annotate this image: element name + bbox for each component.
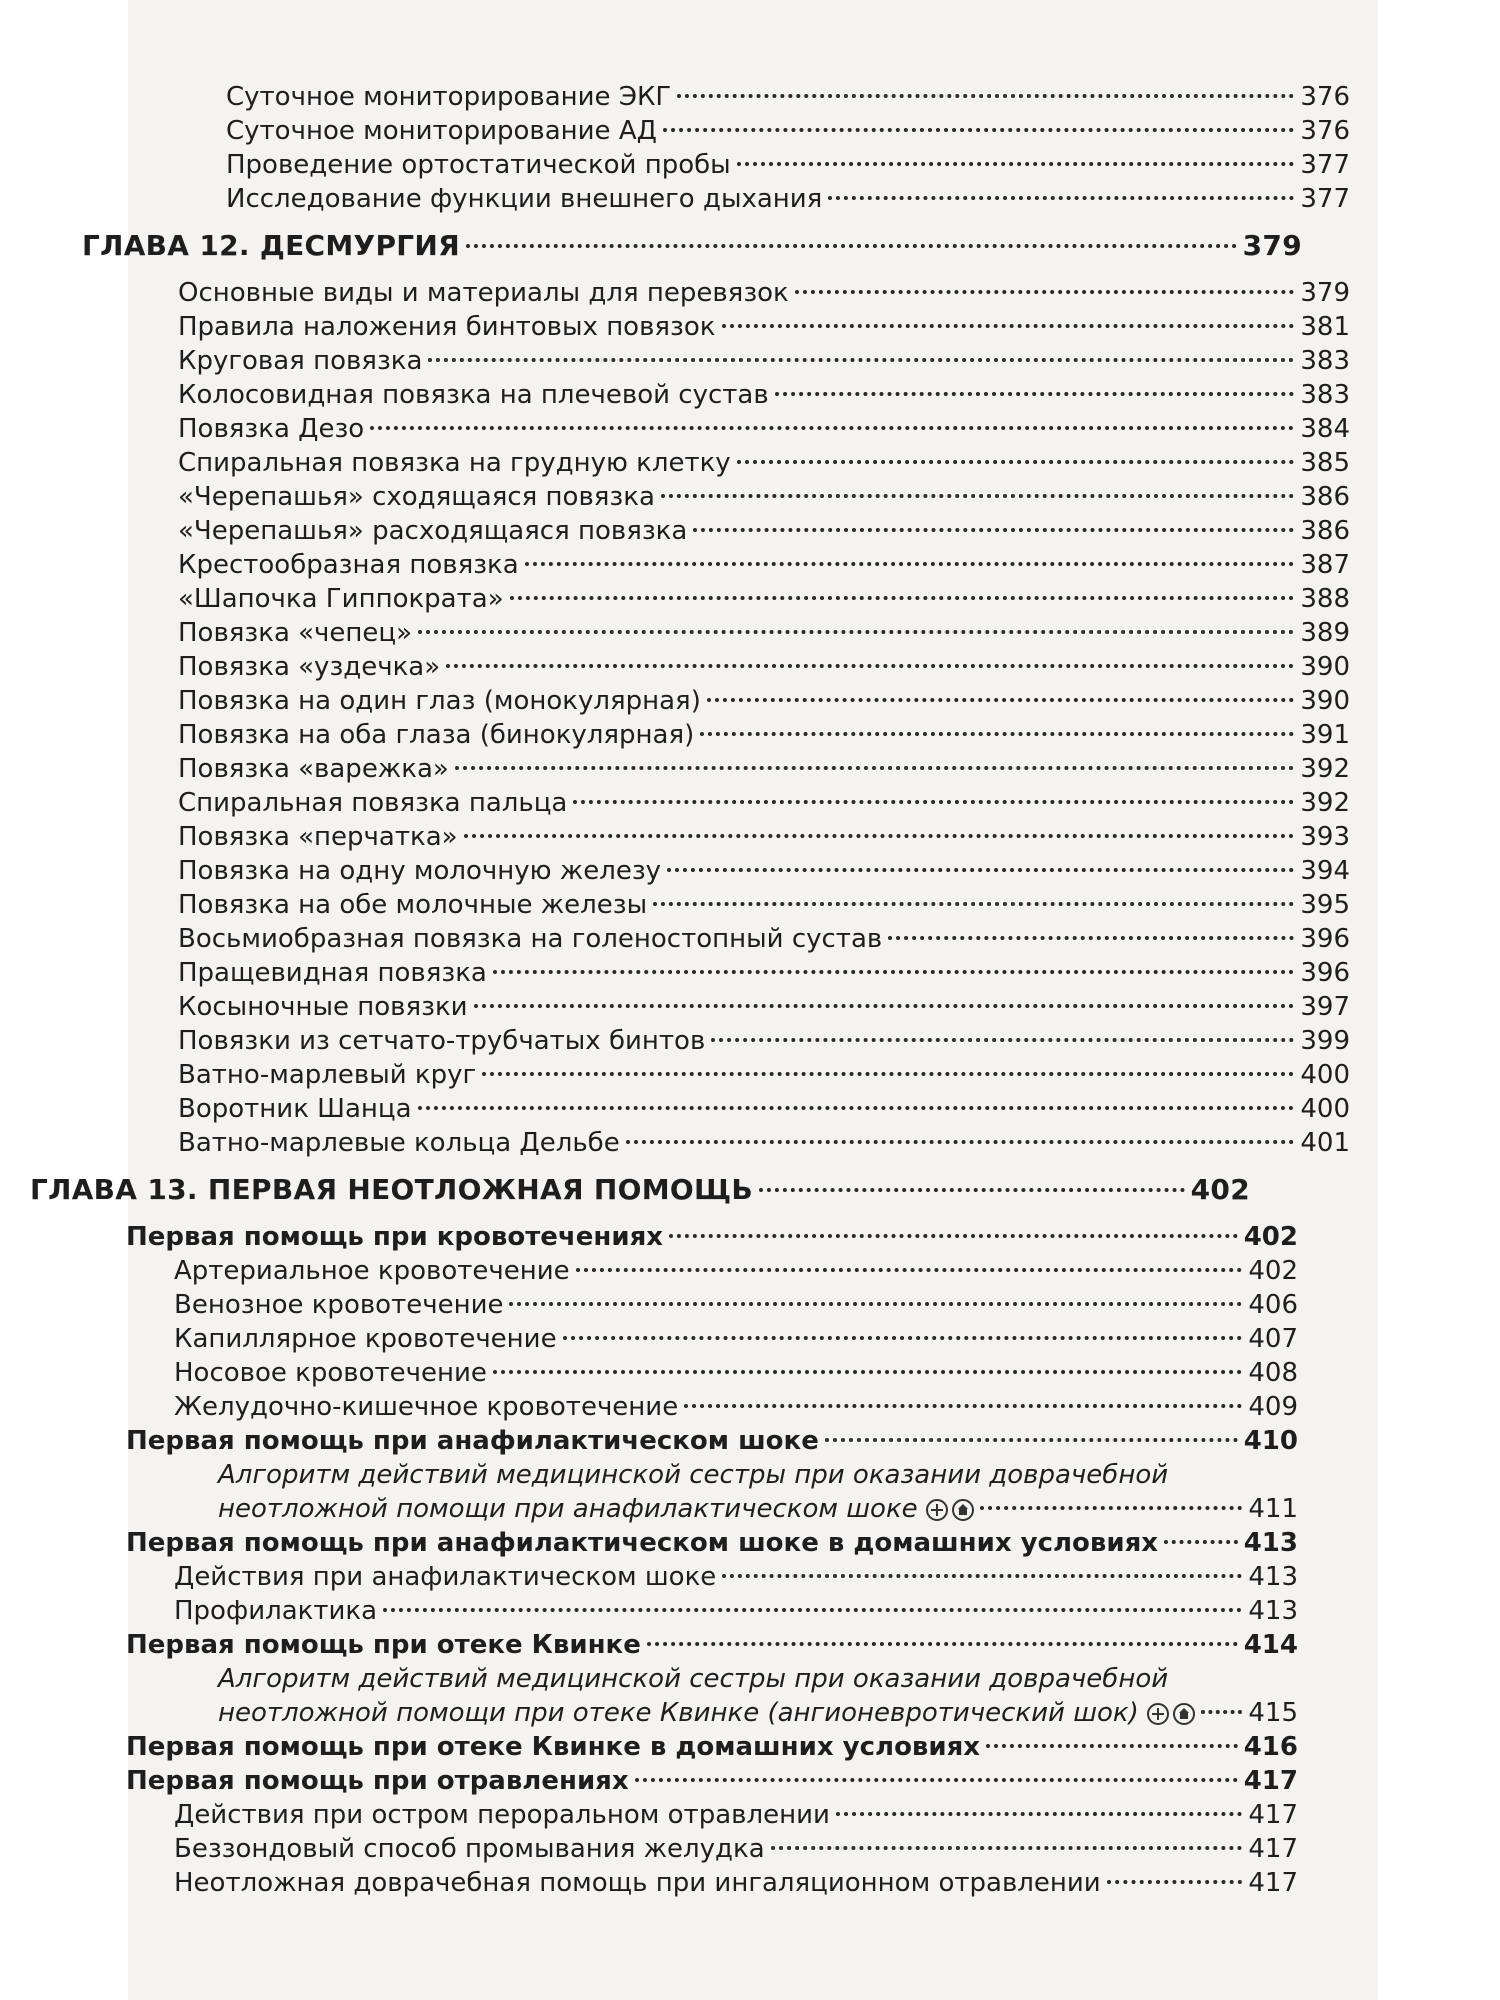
toc-row (226, 148, 1350, 182)
toc-page-number: 385 (1300, 448, 1350, 478)
dot-leader (684, 1404, 1242, 1408)
toc-page-number: 386 (1300, 482, 1350, 512)
toc-page-number: 408 (1248, 1358, 1298, 1388)
toc-page-number: 379 (1242, 229, 1302, 262)
toc-row (178, 752, 1350, 786)
toc-row (126, 1220, 1298, 1254)
toc-page-number: 393 (1300, 822, 1350, 852)
dot-leader (370, 426, 1294, 430)
toc-page-number: 389 (1300, 618, 1350, 648)
toc-entry-title: Проведение ортостатической пробы (226, 150, 731, 180)
dot-leader (626, 1140, 1295, 1144)
dot-leader (1201, 1710, 1243, 1714)
toc-page-number: 409 (1248, 1392, 1298, 1422)
toc-entry-title: Повязка на один глаз (монокулярная) (178, 686, 701, 716)
toc-entry-title: Первая помощь при отеке Квинке (126, 1630, 641, 1660)
toc-entry-title: Повязки из сетчато-трубчатых бинтов (178, 1026, 706, 1056)
toc-entry (130, 378, 1350, 412)
dot-leader (711, 1038, 1294, 1042)
table-of-contents (30, 80, 1350, 1900)
toc-row (174, 1322, 1298, 1356)
toc-entry (130, 446, 1350, 480)
toc-entry-title: Круговая повязка (178, 346, 423, 376)
toc-row (174, 1356, 1298, 1390)
dot-leader (1107, 1880, 1243, 1884)
toc-section-entry (78, 1730, 1298, 1764)
toc-entry (130, 310, 1350, 344)
dot-leader (653, 902, 1294, 906)
toc-row (178, 990, 1350, 1024)
toc-entry (130, 514, 1350, 548)
dot-leader (428, 358, 1294, 362)
toc-entry-title: Беззондовый способ промывания желудка (174, 1834, 765, 1864)
toc-page-number: 402 (1190, 1173, 1250, 1206)
toc-page-number: 417 (1248, 1834, 1298, 1864)
toc-entry (130, 820, 1350, 854)
toc-entry-title: Первая помощь при отравлениях (126, 1766, 629, 1796)
toc-page-number: 414 (1243, 1630, 1298, 1660)
dot-leader (510, 596, 1295, 600)
toc-entry (130, 1126, 1350, 1160)
dot-leader (667, 868, 1294, 872)
dot-leader (737, 162, 1295, 166)
toc-entry (130, 480, 1350, 514)
toc-row (174, 1866, 1298, 1900)
toc-page-number: 396 (1300, 958, 1350, 988)
toc-entry-icons (1147, 1703, 1195, 1725)
toc-entry (130, 888, 1350, 922)
toc-entry (130, 1058, 1350, 1092)
toc-row (126, 1526, 1298, 1560)
toc-page-number: 417 (1248, 1868, 1298, 1898)
toc-subentry (78, 1390, 1298, 1424)
toc-page-number: 416 (1243, 1732, 1298, 1762)
toc-entry-title: Суточное мониторирование АД (226, 116, 657, 146)
toc-page-number: 381 (1300, 312, 1350, 342)
toc-entry (130, 1092, 1350, 1126)
toc-row (174, 1288, 1298, 1322)
toc-entry (130, 616, 1350, 650)
plus-icon (1147, 1703, 1169, 1725)
toc-page-number: 392 (1300, 754, 1350, 784)
toc-page-number: 413 (1248, 1596, 1298, 1626)
toc-algorithm-entry (78, 1458, 1298, 1526)
toc-row (178, 344, 1350, 378)
toc-entry (130, 276, 1350, 310)
toc-entry (130, 412, 1350, 446)
toc-entry-title: Колосовидная повязка на плечевой сустав (178, 380, 769, 410)
dot-leader (888, 936, 1294, 940)
dot-leader (775, 392, 1295, 396)
toc-subentry (130, 80, 1350, 114)
toc-entry-title: Спиральная повязка на грудную клетку (178, 448, 731, 478)
dot-leader (771, 1846, 1243, 1850)
toc-entry-title: Действия при остром пероральном отравлении (174, 1800, 830, 1830)
toc-page-number: 402 (1243, 1222, 1298, 1252)
toc-page-number: 406 (1248, 1290, 1298, 1320)
toc-entry (130, 548, 1350, 582)
toc-row (82, 226, 1302, 266)
dot-leader (707, 698, 1295, 702)
toc-entry (130, 854, 1350, 888)
toc-row (178, 412, 1350, 446)
toc-row (178, 378, 1350, 412)
toc-entry (130, 922, 1350, 956)
toc-page-number: 376 (1300, 116, 1350, 146)
toc-page-number: 390 (1300, 652, 1350, 682)
toc-entry-title: Повязка на оба глаза (бинокулярная) (178, 720, 695, 750)
toc-page-number: 400 (1300, 1060, 1350, 1090)
toc-row (178, 786, 1350, 820)
toc-row (218, 1492, 1298, 1526)
toc-entry (130, 684, 1350, 718)
dot-leader (464, 834, 1295, 838)
dot-leader (466, 244, 1237, 248)
dot-leader (986, 1744, 1238, 1748)
toc-subentry (130, 114, 1350, 148)
toc-entry-title: Носовое кровотечение (174, 1358, 487, 1388)
toc-page-number: 415 (1248, 1698, 1298, 1728)
toc-row (178, 548, 1350, 582)
toc-entry-title: «Черепашья» расходящаяся повязка (178, 516, 688, 546)
toc-entry-title: Неотложная доврачебная помощь при ингаляционном отравлении (174, 1868, 1101, 1898)
dot-leader (828, 196, 1294, 200)
dot-leader (795, 290, 1295, 294)
toc-entry-title: «Черепашья» сходящаяся повязка (178, 482, 655, 512)
toc-subentry (78, 1254, 1298, 1288)
dot-leader (722, 324, 1295, 328)
toc-page-number: 387 (1300, 550, 1350, 580)
toc-row (178, 650, 1350, 684)
toc-row (178, 888, 1350, 922)
toc-algorithm-entry (78, 1662, 1298, 1730)
toc-row (226, 114, 1350, 148)
dot-leader (455, 766, 1295, 770)
toc-entry-title: Восьмиобразная повязка на голеностопный сустав (178, 924, 883, 954)
toc-section-entry (78, 1526, 1298, 1560)
toc-row (178, 446, 1350, 480)
toc-row (178, 922, 1350, 956)
toc-page-number: 397 (1300, 992, 1350, 1022)
toc-page-number: 390 (1300, 686, 1350, 716)
dot-leader (677, 94, 1294, 98)
toc-chapter-heading (82, 226, 1302, 266)
toc-entry-title: Первая помощь при кровотечениях (126, 1222, 664, 1252)
toc-page-number: 388 (1300, 584, 1350, 614)
toc-page-number: 411 (1248, 1494, 1298, 1524)
toc-section-entry (78, 1424, 1298, 1458)
dot-leader (573, 800, 1294, 804)
toc-row (178, 616, 1350, 650)
toc-row (178, 718, 1350, 752)
toc-subentry (130, 148, 1350, 182)
toc-entry (130, 718, 1350, 752)
toc-entry-title: Желудочно-кишечное кровотечение (174, 1392, 679, 1422)
toc-page-number: 401 (1300, 1128, 1350, 1158)
toc-entry-title-line: Алгоритм действий медицинской сестры при оказании доврачебной (218, 1664, 1169, 1694)
toc-page-number: 386 (1300, 516, 1350, 546)
toc-subentry (78, 1288, 1298, 1322)
dot-leader (474, 1004, 1295, 1008)
toc-entry (130, 1024, 1350, 1058)
toc-subentry (78, 1560, 1298, 1594)
toc-entry-title-line: Алгоритм действий медицинской сестры при оказании доврачебной (218, 1460, 1169, 1490)
dot-leader (563, 1336, 1243, 1340)
toc-subentry (78, 1594, 1298, 1628)
dot-leader (446, 664, 1294, 668)
toc-row (178, 1126, 1350, 1160)
toc-row (218, 1696, 1298, 1730)
toc-entry-title: неотложной помощи при анафилактическом шоке (218, 1494, 918, 1524)
toc-page-number: 379 (1300, 278, 1350, 308)
dot-leader (825, 1438, 1238, 1442)
toc-entry-title: Повязка на обе молочные железы (178, 890, 648, 920)
toc-row (174, 1594, 1298, 1628)
toc-entry-title: Пращевидная повязка (178, 958, 487, 988)
toc-page-number: 410 (1243, 1426, 1298, 1456)
toc-row (178, 310, 1350, 344)
toc-row (126, 1764, 1298, 1798)
toc-row (178, 1024, 1350, 1058)
toc-page-number: 413 (1248, 1562, 1298, 1592)
toc-row (174, 1560, 1298, 1594)
toc-subentry (78, 1832, 1298, 1866)
toc-entry-title: Первая помощь при анафилактическом шоке (126, 1426, 819, 1456)
toc-entry-title: Профилактика (174, 1596, 378, 1626)
toc-entry-title: Ватно-марлевые кольца Дельбе (178, 1128, 620, 1158)
toc-entry-title: Суточное мониторирование ЭКГ (226, 82, 672, 112)
dot-leader (661, 494, 1294, 498)
toc-page-number: 392 (1300, 788, 1350, 818)
toc-page-number: 400 (1300, 1094, 1350, 1124)
toc-entry (130, 956, 1350, 990)
toc-row (178, 514, 1350, 548)
toc-row (226, 182, 1350, 216)
toc-subentry (78, 1356, 1298, 1390)
toc-page-number: 417 (1248, 1800, 1298, 1830)
toc-page-number: 391 (1300, 720, 1350, 750)
toc-entry (130, 990, 1350, 1024)
toc-page-number: 383 (1300, 346, 1350, 376)
dot-leader (693, 528, 1294, 532)
toc-page-number: 394 (1300, 856, 1350, 886)
toc-entry-title: Повязка «перчатка» (178, 822, 458, 852)
toc-entry-title: Повязка на одну молочную железу (178, 856, 662, 886)
toc-entry-title: Воротник Шанца (178, 1094, 412, 1124)
toc-entry-title: Косыночные повязки (178, 992, 468, 1022)
toc-entry-title: Капиллярное кровотечение (174, 1324, 557, 1354)
toc-row (126, 1730, 1298, 1764)
toc-entry-title: Основные виды и материалы для перевязок (178, 278, 789, 308)
toc-row (178, 276, 1350, 310)
toc-entry-title: Спиральная повязка пальца (178, 788, 568, 818)
toc-row (178, 480, 1350, 514)
toc-chapter-heading (30, 1170, 1250, 1210)
toc-entry-title: Исследование функции внешнего дыхания (226, 184, 823, 214)
toc-page-number: 396 (1300, 924, 1350, 954)
toc-subentry (78, 1322, 1298, 1356)
toc-row (178, 684, 1350, 718)
toc-page-number: 413 (1243, 1528, 1298, 1558)
dot-leader (663, 128, 1294, 132)
toc-entry (130, 344, 1350, 378)
toc-page-number: 383 (1300, 380, 1350, 410)
toc-entry-title: Первая помощь при отеке Квинке в домашних условиях (126, 1732, 981, 1762)
toc-entry-title: Действия при анафилактическом шоке (174, 1562, 717, 1592)
dot-leader (737, 460, 1295, 464)
toc-row (174, 1390, 1298, 1424)
toc-entry-title: Венозное кровотечение (174, 1290, 504, 1320)
toc-entry-title: Артериальное кровотечение (174, 1256, 570, 1286)
toc-entry-title: «Шапочка Гиппократа» (178, 584, 504, 614)
dot-leader (509, 1302, 1242, 1306)
toc-entry (130, 650, 1350, 684)
toc-page-number: 377 (1300, 150, 1350, 180)
toc-row (174, 1254, 1298, 1288)
dot-leader (482, 1072, 1294, 1076)
toc-entry-title: Крестообразная повязка (178, 550, 519, 580)
toc-entry-title: неотложной помощи при отеке Квинке (ангионевротический шок) (218, 1698, 1139, 1728)
toc-entry-title: Ватно-марлевый круг (178, 1060, 477, 1090)
toc-entry (130, 582, 1350, 616)
toc-section-entry (78, 1628, 1298, 1662)
toc-row (226, 80, 1350, 114)
toc-page-number: 399 (1300, 1026, 1350, 1056)
toc-entry (130, 786, 1350, 820)
toc-row (126, 1424, 1298, 1458)
toc-row (178, 854, 1350, 888)
toc-row (178, 1092, 1350, 1126)
toc-page-number: 407 (1248, 1324, 1298, 1354)
dot-leader (383, 1608, 1242, 1612)
dot-leader (669, 1234, 1238, 1238)
toc-entry-title: Правила наложения бинтовых повязок (178, 312, 716, 342)
toc-subentry (130, 182, 1350, 216)
house-icon (952, 1499, 974, 1521)
toc-entry-icons (926, 1499, 974, 1521)
dot-leader (759, 1188, 1185, 1192)
toc-row (178, 820, 1350, 854)
toc-row (126, 1628, 1298, 1662)
toc-row (30, 1170, 1250, 1210)
dot-leader (1164, 1540, 1238, 1544)
toc-row (174, 1798, 1298, 1832)
dot-leader (722, 1574, 1242, 1578)
toc-page-number: 417 (1243, 1766, 1298, 1796)
toc-page-number: 377 (1300, 184, 1350, 214)
toc-page-number: 384 (1300, 414, 1350, 444)
toc-row (174, 1832, 1298, 1866)
toc-entry (130, 752, 1350, 786)
toc-entry-title: Повязка «уздечка» (178, 652, 441, 682)
dot-leader (700, 732, 1294, 736)
toc-entry-title: Повязка Дезо (178, 414, 365, 444)
dot-leader (836, 1812, 1242, 1816)
toc-entry-title: ГЛАВА 12. ДЕСМУРГИЯ (82, 229, 460, 262)
dot-leader (647, 1642, 1238, 1646)
dot-leader (418, 630, 1294, 634)
dot-leader (418, 1106, 1295, 1110)
toc-row (178, 956, 1350, 990)
toc-row (178, 1058, 1350, 1092)
toc-page-number: 395 (1300, 890, 1350, 920)
dot-leader (493, 1370, 1242, 1374)
toc-section-entry (78, 1220, 1298, 1254)
house-icon (1173, 1703, 1195, 1725)
toc-entry-title: Первая помощь при анафилактическом шоке в домашних условиях (126, 1528, 1159, 1558)
dot-leader (493, 970, 1295, 974)
toc-page-number: 402 (1248, 1256, 1298, 1286)
dot-leader (635, 1778, 1238, 1782)
toc-entry-title: Повязка «варежка» (178, 754, 449, 784)
toc-page-number: 376 (1300, 82, 1350, 112)
toc-entry-title: Повязка «чепец» (178, 618, 413, 648)
toc-entry-title: ГЛАВА 13. ПЕРВАЯ НЕОТЛОЖНАЯ ПОМОЩЬ (30, 1173, 754, 1206)
toc-row (178, 582, 1350, 616)
toc-subentry (78, 1798, 1298, 1832)
plus-icon (926, 1499, 948, 1521)
toc-section-entry (78, 1764, 1298, 1798)
dot-leader (576, 1268, 1243, 1272)
dot-leader (525, 562, 1295, 566)
toc-subentry (78, 1866, 1298, 1900)
dot-leader (980, 1506, 1243, 1510)
